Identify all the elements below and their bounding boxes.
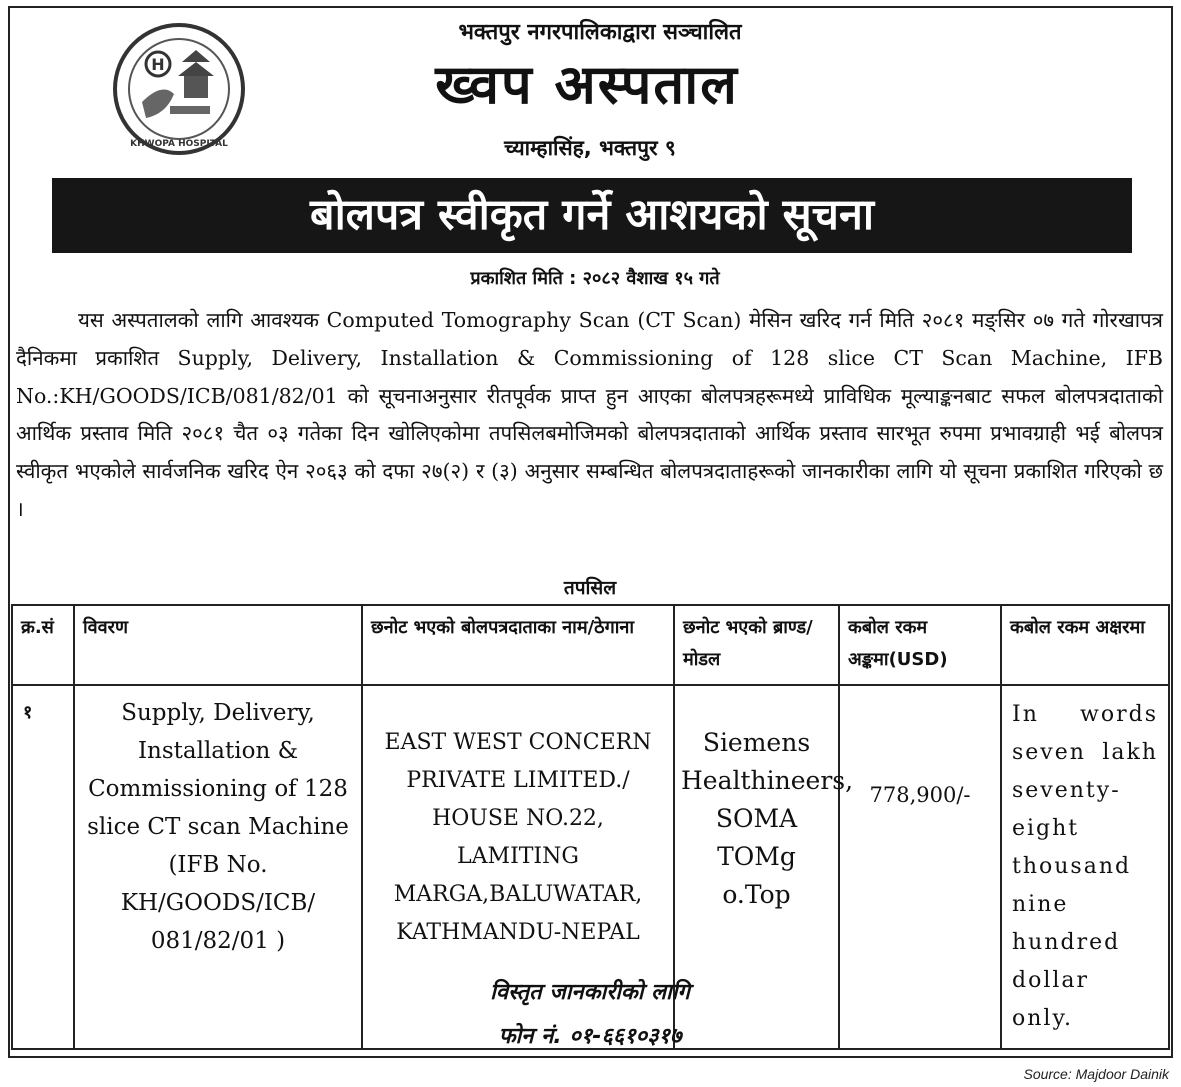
cell-serial-no: १ <box>12 685 74 1049</box>
hospital-logo-icon <box>112 22 246 156</box>
cell-brand-model: Siemens Healthineers, SOMA TOMg o.Top <box>674 685 839 1049</box>
header-serial-no: क्र.सं <box>12 605 74 685</box>
header-bidder: छनोट भएको बोलपत्रदाताका नाम/ठेगाना <box>362 605 674 685</box>
table-header-row <box>12 605 1169 685</box>
logo-letter: H <box>151 55 165 74</box>
notice-paragraph: यस अस्पतालको लागि आवश्यक Computed Tomography Scan (CT Scan) मेसिन खरिद गर्न मिति २०८१ मङ्सिर ०७ गते गोरखापत्र दैनिकमा प्रकाशित Supply, Delivery, Installation & Commissioning of 128 slice CT Scan Machine, IFB No.:KH/GOODS/ICB/081/82/01 को सूचनाअनुसार रीतपूर्वक प्राप्त हुन आएका बोलपत्रहरूमध्ये प्राविधिक मूल्याङ्कनबाट सफल बोलपत्रदाताको आर्थिक प्रस्ताव मिति २०८१ चैत ०३ गतेका दिन खोलिएकोमा तपसिलबमोजिमको बोलपत्रदाताको आर्थिक प्रस्ताव सारभूत रुपमा प्रभावग्राही भई बोलपत्र स्वीकृत भएकोले सार्वजनिक खरिद ऐन २०६३ को दफा २७(२) र (३) अनुसार सम्बन्धित बोलपत्रदाताहरूको जानकारीका लागि यो सूचना प्रकाशित गरिएको छ । <box>16 308 1163 521</box>
source-credit: Source: Majdoor Dainik <box>1023 1066 1169 1082</box>
cell-amount-figures: 778,900/- <box>839 685 1001 1049</box>
notice-title-banner: बोलपत्र स्वीकृत गर्ने आशयको सूचना <box>52 178 1132 253</box>
hospital-address: च्याम्हासिंह, भक्तपुर ९ <box>504 136 676 160</box>
cell-bidder: EAST WEST CONCERN PRIVATE LIMITED./ HOUSE NO.22, LAMITING MARGA,BALUWATAR, KATHMANDU-NEPAL <box>362 685 674 1049</box>
hospital-name-title: ख्वप अस्पताल <box>435 53 739 116</box>
table-caption: तपसिल <box>563 577 617 599</box>
header-amount-words: कबोल रकम अक्षरमा <box>1001 605 1169 685</box>
logo-text: KHWOPA HOSPITAL <box>130 139 228 149</box>
hospital-logo <box>112 22 246 156</box>
header-operator-line: भक्तपुर नगरपालिकाद्वारा सञ्चालित <box>458 20 742 45</box>
cell-amount-words: In words seven lakh seventy-eight thousand nine hundred dollar only. <box>1001 685 1169 1049</box>
footer-info-line: विस्तृत जानकारीको लागि <box>490 980 690 1005</box>
publication-date: प्रकाशित मिति : २०८२ वैशाख १५ गते <box>470 268 720 289</box>
header-description: विवरण <box>74 605 362 685</box>
cell-description: Supply, Delivery, Installation & Commissioning of 128 slice CT scan Machine (IFB No. KH/GOODS/ICB/ 081/82/01 ) <box>74 685 362 1049</box>
header-brand-model: छनोट भएको ब्राण्ड/मोडल <box>674 605 839 685</box>
footer-phone: फोन नं. ०१-६६१०३१७ <box>498 1024 682 1049</box>
header-amount-figures: कबोल रकम अङ्कमा(USD) <box>839 605 1001 685</box>
